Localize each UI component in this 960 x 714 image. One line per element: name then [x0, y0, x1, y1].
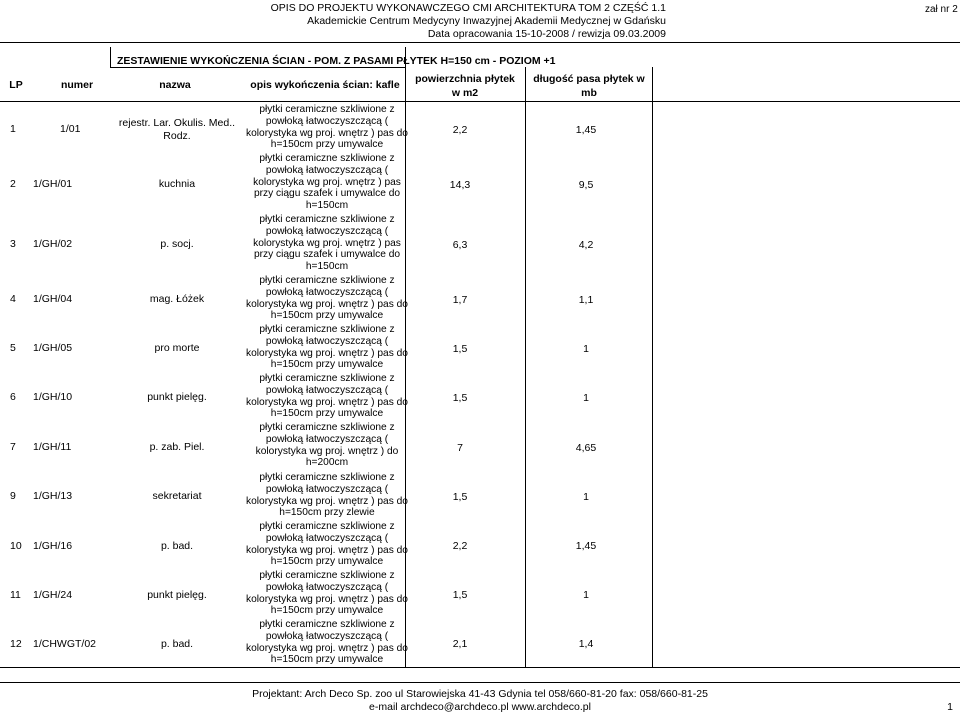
col-header-opis: opis wykończenia ścian: kafle	[250, 79, 400, 91]
row-7-opis: płytki ceramiczne szkliwione z powłoką łatwoczyszczącą ( kolorystyka wg proj. wnętrz ) do h=200cm	[255, 422, 399, 469]
row-9-powierzchnia: 1,5	[452, 491, 468, 503]
row-2-numer: 1/GH/01	[33, 178, 73, 190]
col-divider-dlugosc	[652, 67, 653, 667]
row-10-nazwa: p. bad.	[160, 540, 194, 552]
header-divider	[0, 42, 960, 43]
row-7-dlugosc: 4,65	[575, 442, 597, 454]
row-6-dlugosc: 1	[583, 392, 589, 404]
row-3-nazwa: p. socj.	[160, 238, 194, 250]
col-header-dlugosc: długość pasa płytek w mb	[533, 73, 645, 99]
row-10-numer: 1/GH/16	[33, 540, 73, 552]
row-2-opis: płytki ceramiczne szkliwione z powłoką łatwoczyszczącą ( kolorystyka wg proj. wnętrz ) pas przy ciągu szafek i umywalce do h=150cm	[253, 153, 401, 212]
row-11-opis: płytki ceramiczne szkliwione z powłoką łatwoczyszczącą ( kolorystyka wg proj. wnętrz ) pas do h=150cm przy umywalce	[246, 570, 408, 617]
row-2-powierzchnia: 14,3	[449, 179, 471, 191]
row-6-powierzchnia: 1,5	[452, 392, 468, 404]
col-divider-powierzchnia	[525, 67, 526, 667]
row-5-nazwa: pro morte	[154, 342, 200, 354]
header-line-2: Akademickie Centrum Medycyny Inwazyjnej Akademii Medycznej w Gdańsku	[307, 15, 666, 27]
row-5-dlugosc: 1	[583, 343, 589, 355]
row-12-nazwa: p. bad.	[160, 638, 194, 650]
footer-line-2: e-mail archdeco@archdeco.pl www.archdeco.pl	[369, 701, 591, 713]
row-3-lp: 3	[10, 238, 16, 250]
row-5-numer: 1/GH/05	[33, 342, 73, 354]
row-11-nazwa: punkt pielęg.	[147, 589, 207, 601]
row-9-opis: płytki ceramiczne szkliwione z powłoką łatwoczyszczącą ( kolorystyka wg proj. wnętrz ) pas do h=150cm przy zlewie	[246, 472, 408, 519]
row-6-opis: płytki ceramiczne szkliwione z powłoką łatwoczyszczącą ( kolorystyka wg proj. wnętrz ) pas do h=150cm przy umywalce	[246, 373, 408, 420]
row-10-powierzchnia: 2,2	[452, 540, 468, 552]
row-9-numer: 1/GH/13	[33, 490, 73, 502]
col-header-lp: LP	[9, 79, 23, 91]
table-title: ZESTAWIENIE WYKOŃCZENIA ŚCIAN - POM. Z PASAMI PŁYTEK H=150 cm - POZIOM +1	[117, 55, 556, 67]
row-12-numer: 1/CHWGT/02	[33, 638, 97, 650]
row-10-opis: płytki ceramiczne szkliwione z powłoką łatwoczyszczącą ( kolorystyka wg proj. wnętrz ) pas do h=150cm przy umywalce	[246, 521, 408, 568]
row-6-numer: 1/GH/10	[33, 391, 73, 403]
row-4-nazwa: mag. Łóżek	[149, 293, 205, 305]
col-header-numer: numer	[60, 79, 94, 91]
row-1-nazwa: rejestr. Lar. Okulis. Med.. Rodz.	[118, 117, 236, 142]
row-5-lp: 5	[10, 342, 16, 354]
row-4-numer: 1/GH/04	[33, 293, 73, 305]
row-11-lp: 11	[10, 589, 21, 601]
row-1-opis: płytki ceramiczne szkliwione z powłoką łatwoczyszczącą ( kolorystyka wg proj. wnętrz ) pas do h=150cm przy umywalce	[246, 104, 408, 151]
row-11-numer: 1/GH/24	[33, 589, 73, 601]
header-line-3: Data opracowania 15-10-2008 / rewizja 09.03.2009	[427, 28, 666, 40]
row-3-numer: 1/GH/02	[33, 238, 73, 250]
row-12-powierzchnia: 2,1	[452, 638, 468, 650]
row-5-opis: płytki ceramiczne szkliwione z powłoką łatwoczyszczącą ( kolorystyka wg proj. wnętrz ) pas do h=150cm przy umywalce	[246, 324, 408, 371]
header-line-1: OPIS DO PROJEKTU WYKONAWCZEGO CMI ARCHITEKTURA TOM 2 CZĘŚĆ 1.1	[270, 2, 666, 14]
row-12-lp: 12	[10, 638, 22, 650]
title-left-border	[110, 47, 111, 68]
row-11-dlugosc: 1	[583, 589, 589, 601]
row-9-lp: 9	[10, 490, 16, 502]
row-3-opis: płytki ceramiczne szkliwione z powłoką łatwoczyszczącą ( kolorystyka wg proj. wnętrz ) pas przy ciągu szafek i umywalce do h=150cm	[253, 214, 401, 273]
row-10-dlugosc: 1,45	[575, 540, 597, 552]
row-9-nazwa: sekretariat	[152, 490, 202, 502]
footer-divider	[0, 682, 960, 683]
row-1-dlugosc: 1,45	[575, 124, 597, 136]
row-4-powierzchnia: 1,7	[452, 294, 468, 306]
row-6-lp: 6	[10, 391, 16, 403]
attachment-label: zał nr 2	[925, 4, 958, 15]
row-11-powierzchnia: 1,5	[452, 589, 468, 601]
row-2-nazwa: kuchnia	[158, 178, 196, 190]
footer-line-1: Projektant: Arch Deco Sp. zoo ul Starowiejska 41-43 Gdynia tel 058/660-81-20 fax: 058/660-81-25	[252, 688, 708, 700]
row-4-opis: płytki ceramiczne szkliwione z powłoką łatwoczyszczącą ( kolorystyka wg proj. wnętrz ) pas do h=150cm przy umywalce	[246, 275, 408, 322]
row-1-numer: 1/01	[60, 123, 81, 135]
title-right-border	[405, 47, 406, 68]
row-5-powierzchnia: 1,5	[452, 343, 468, 355]
col-header-nazwa: nazwa	[159, 79, 191, 91]
header-bottom-border	[0, 101, 960, 102]
page-number: 1	[947, 701, 953, 713]
row-12-dlugosc: 1,4	[578, 638, 594, 650]
title-underline	[110, 67, 405, 68]
row-1-lp: 1	[10, 123, 16, 135]
row-6-nazwa: punkt pielęg.	[147, 391, 207, 403]
row-7-nazwa: p. zab. Piel.	[149, 441, 205, 453]
row-10-lp: 10	[10, 540, 22, 552]
row-1-powierzchnia: 2,2	[452, 124, 468, 136]
row-4-dlugosc: 1,1	[578, 294, 594, 306]
row-9-dlugosc: 1	[583, 491, 589, 503]
table-bottom-border	[0, 667, 960, 668]
row-3-dlugosc: 4,2	[578, 239, 594, 251]
row-7-powierzchnia: 7	[457, 442, 463, 454]
row-7-numer: 1/GH/11	[33, 441, 72, 453]
row-4-lp: 4	[10, 293, 16, 305]
row-2-dlugosc: 9,5	[578, 179, 594, 191]
row-2-lp: 2	[10, 178, 16, 190]
row-3-powierzchnia: 6,3	[452, 239, 468, 251]
row-12-opis: płytki ceramiczne szkliwione z powłoką łatwoczyszczącą ( kolorystyka wg proj. wnętrz ) pas do h=150cm przy umywalce	[246, 619, 408, 666]
col-header-powierzchnia: powierzchnia płytek w m2	[415, 73, 515, 99]
row-7-lp: 7	[10, 441, 16, 453]
